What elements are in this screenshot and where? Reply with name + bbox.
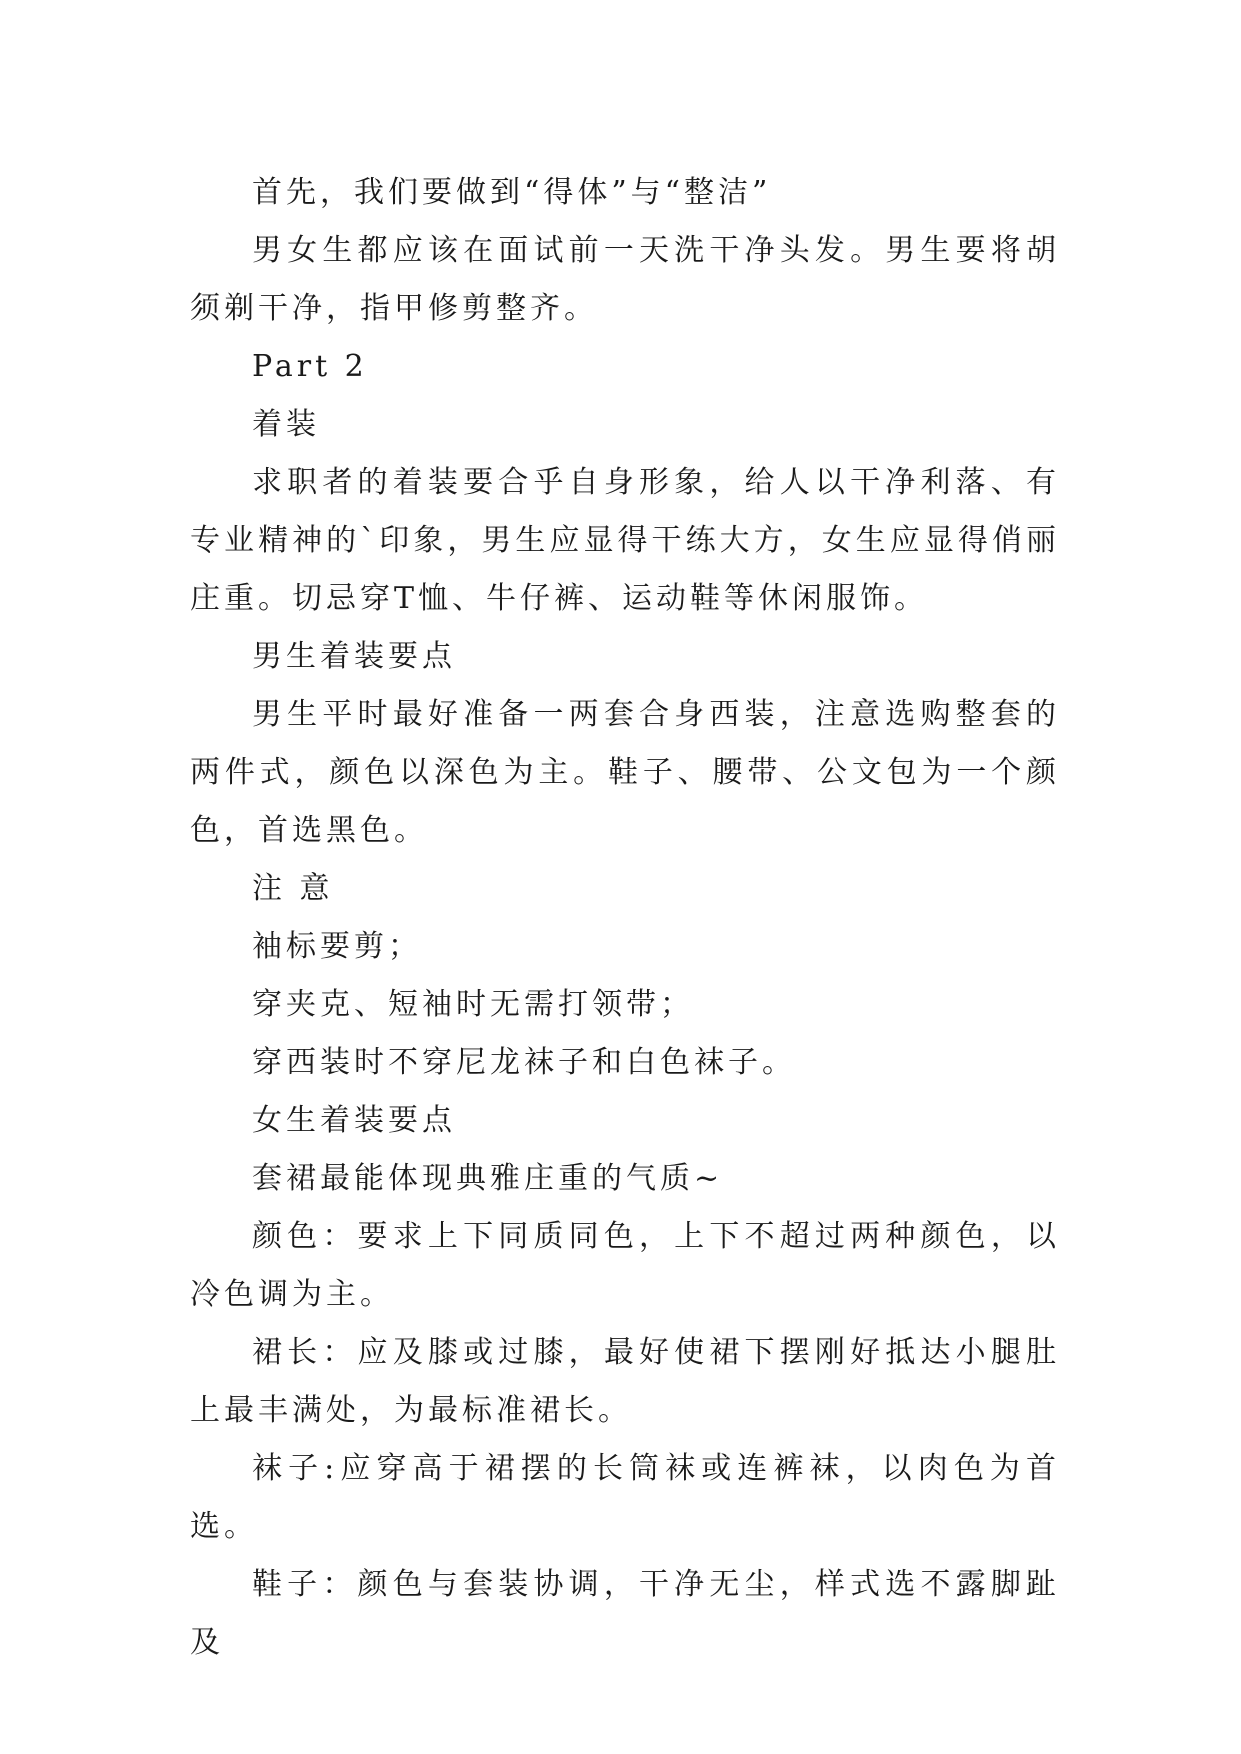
- note-item-2: 穿夹克、短袖时无需打领带；: [252, 987, 694, 1022]
- paragraph-4: 男生平时最好准备一两套合身西装，注意选购整套的两件式，颜色以深色为主。鞋子、腰带、公文包为一个颜色，首选黑色。: [190, 697, 1060, 848]
- subheading-men: 男生着装要点: [252, 639, 456, 674]
- paragraph-2: 男女生都应该在面试前一天洗干净头发。男生要将胡须剃干净，指甲修剪整齐。: [190, 233, 1060, 326]
- section-heading-part: Part 2: [252, 349, 368, 384]
- section-heading-dress: 着装: [252, 407, 320, 442]
- paragraph-5: 套裙最能体现典雅庄重的气质~: [252, 1161, 724, 1196]
- subheading-note: 注 意: [252, 871, 334, 906]
- paragraph-shoes: 鞋子：颜色与套装协调，干净无尘，样式选不露脚趾及: [190, 1567, 1060, 1660]
- paragraph-skirt-length: 裙长：应及膝或过膝，最好使裙下摆刚好抵达小腿肚上最丰满处，为最标准裙长。: [190, 1335, 1060, 1428]
- note-item-1: 袖标要剪；: [252, 929, 422, 964]
- paragraph-3: 求职者的着装要合乎自身形象，给人以干净利落、有专业精神的`印象，男生应显得干练大方，女生应显得俏丽庄重。切忌穿T恤、牛仔裤、运动鞋等休闲服饰。: [190, 465, 1060, 616]
- subheading-women: 女生着装要点: [252, 1103, 456, 1138]
- paragraph-color: 颜色：要求上下同质同色，上下不超过两种颜色，以冷色调为主。: [190, 1219, 1060, 1312]
- paragraph-1: 首先，我们要做到“得体”与“整洁”: [252, 175, 772, 210]
- paragraph-socks: 袜子:应穿高于裙摆的长筒袜或连裤袜，以肉色为首选。: [190, 1451, 1060, 1544]
- document-body: [190, 164, 1060, 1672]
- note-item-3: 穿西装时不穿尼龙袜子和白色袜子。: [252, 1045, 796, 1080]
